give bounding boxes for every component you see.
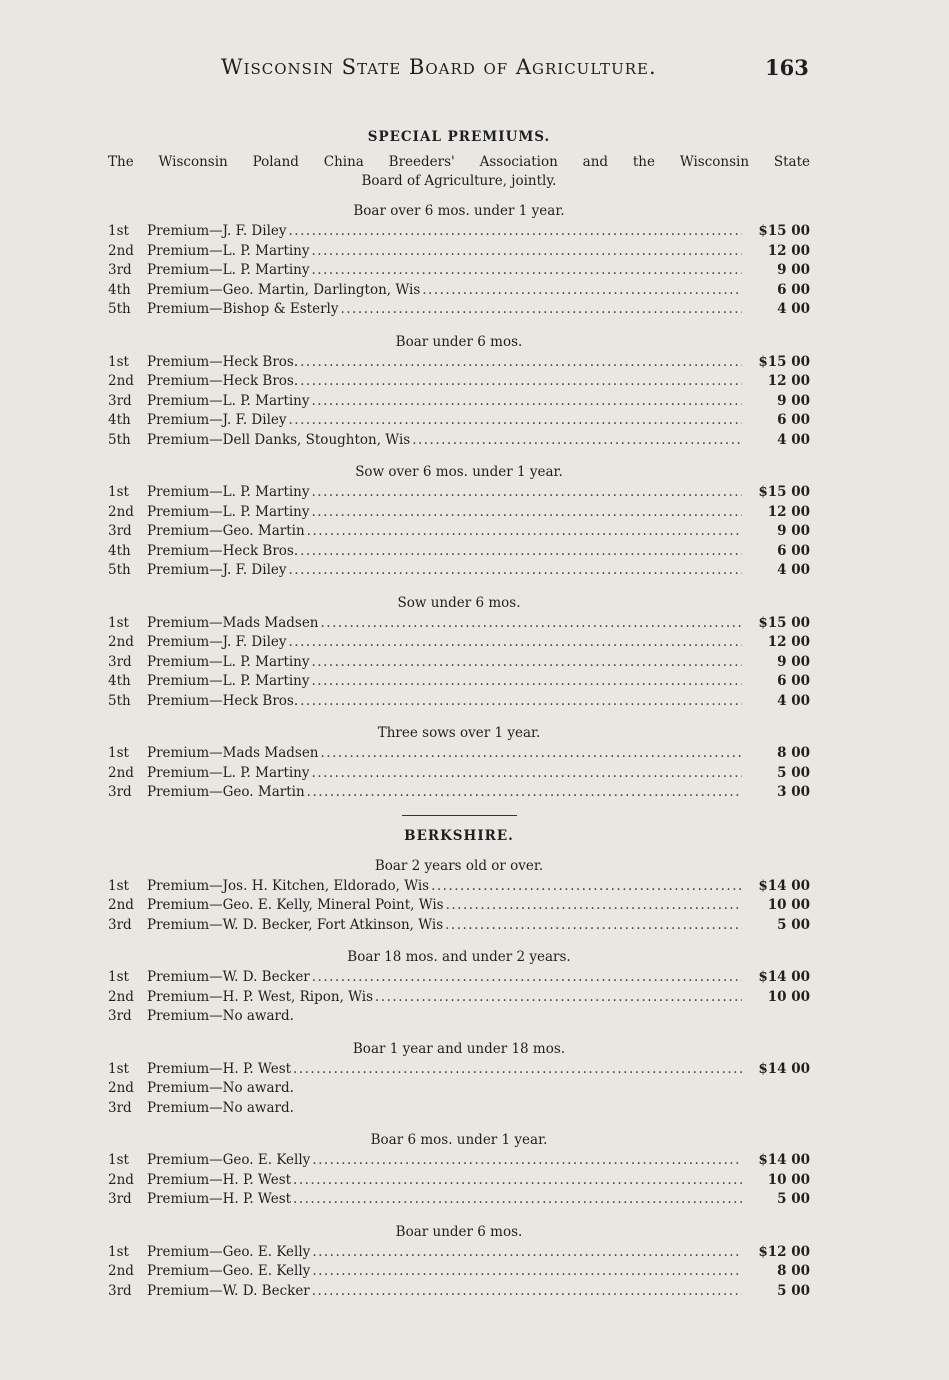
premium-entry bbox=[108, 692, 810, 712]
page-number: 163 bbox=[765, 55, 809, 80]
section-divider bbox=[402, 815, 517, 816]
premium-amount: 10 00 bbox=[767, 897, 810, 913]
class-title: Sow under 6 mos. bbox=[397, 594, 521, 611]
premium-entry bbox=[108, 896, 810, 916]
dot-leader bbox=[312, 1243, 742, 1263]
place-label: 4th bbox=[108, 412, 131, 428]
place-label: 3rd bbox=[108, 784, 132, 800]
premium-amount: 5 00 bbox=[777, 1282, 810, 1299]
premium-amount: 5 00 bbox=[777, 764, 810, 781]
winner-text: Premium—Geo. E. Kelly bbox=[147, 1152, 311, 1168]
dot-leader bbox=[293, 1060, 742, 1080]
dot-leader bbox=[293, 1190, 742, 1210]
premium-entry bbox=[108, 483, 810, 503]
premium-entry bbox=[108, 542, 810, 562]
place-label: 1st bbox=[108, 353, 129, 370]
intro-line: Board of Agriculture, jointly. bbox=[361, 173, 557, 189]
premium-entry bbox=[108, 653, 810, 673]
premium-entry bbox=[108, 783, 810, 803]
winner-text: Premium—Jos. H. Kitchen, Eldorado, Wis bbox=[147, 877, 430, 894]
premium-entry bbox=[108, 1060, 810, 1080]
premium-entry bbox=[108, 764, 810, 784]
premium-amount: $12 00 bbox=[758, 1243, 810, 1260]
premium-entry bbox=[108, 1243, 810, 1263]
winner-text: Premium—Heck Bros. bbox=[147, 373, 299, 389]
premium-entry bbox=[108, 1171, 810, 1191]
dot-leader bbox=[307, 783, 742, 803]
winner-text: Premium—L. P. Martiny bbox=[147, 653, 310, 670]
premium-group bbox=[108, 856, 810, 936]
place-label: 2nd bbox=[108, 1080, 134, 1096]
place-label: 4th bbox=[108, 673, 131, 689]
premium-amount: $14 00 bbox=[758, 969, 810, 985]
place-label: 2nd bbox=[108, 1171, 134, 1188]
premium-group bbox=[108, 462, 810, 581]
premium-entry bbox=[108, 561, 810, 581]
dot-leader bbox=[300, 353, 742, 373]
dot-leader bbox=[289, 411, 742, 431]
premium-entry bbox=[108, 614, 810, 634]
premium-entry bbox=[108, 300, 810, 320]
winner-text: Premium—Dell Danks, Stoughton, Wis bbox=[147, 431, 411, 448]
premium-amount: $14 00 bbox=[758, 1060, 810, 1077]
premium-amount: 4 00 bbox=[777, 431, 810, 448]
dot-leader bbox=[300, 692, 742, 712]
class-title: Sow over 6 mos. under 1 year. bbox=[355, 464, 563, 480]
winner-text: Premium—L. P. Martiny bbox=[147, 673, 310, 689]
special-premiums-title: SPECIAL PREMIUMS. bbox=[367, 129, 551, 145]
dot-leader bbox=[312, 764, 742, 784]
place-label: 3rd bbox=[108, 916, 132, 933]
winner-text: Premium—Geo. E. Kelly bbox=[147, 1243, 311, 1260]
place-label: 3rd bbox=[108, 262, 132, 278]
winner-text: Premium—L. P. Martiny bbox=[147, 392, 310, 409]
premium-amount: 9 00 bbox=[777, 392, 810, 409]
class-title: Boar over 6 mos. under 1 year. bbox=[353, 203, 565, 219]
running-title: Wisconsin State Board of Agriculture. bbox=[221, 55, 657, 79]
winner-text: Premium—Heck Bros. bbox=[147, 692, 299, 709]
winner-text: Premium—J. F. Diley bbox=[147, 634, 287, 650]
premium-amount: 8 00 bbox=[777, 1263, 810, 1279]
premium-amount: 4 00 bbox=[777, 301, 810, 317]
premium-entry bbox=[108, 1190, 810, 1210]
class-title: Boar 1 year and under 18 mos. bbox=[352, 1040, 566, 1057]
place-label: 5th bbox=[108, 562, 131, 578]
winner-text: Premium—L. P. Martiny bbox=[147, 764, 310, 781]
dot-leader bbox=[289, 633, 742, 653]
winner-text: Premium—No award. bbox=[147, 1080, 294, 1096]
premium-entry bbox=[108, 372, 810, 392]
class-title: Boar under 6 mos. bbox=[395, 1223, 523, 1240]
premium-entry bbox=[108, 968, 810, 988]
place-label: 3rd bbox=[108, 1191, 132, 1207]
place-label: 2nd bbox=[108, 373, 134, 389]
premium-amount: 9 00 bbox=[777, 523, 810, 539]
premium-entry bbox=[108, 672, 810, 692]
place-label: 1st bbox=[108, 223, 129, 239]
dot-leader bbox=[340, 300, 742, 320]
winner-text: Premium—J. F. Diley bbox=[147, 223, 287, 239]
premium-amount: $15 00 bbox=[758, 484, 810, 500]
dot-leader bbox=[321, 744, 743, 764]
dot-leader bbox=[312, 1282, 742, 1302]
place-label: 5th bbox=[108, 431, 131, 448]
premium-entry bbox=[108, 281, 810, 301]
place-label: 2nd bbox=[108, 503, 134, 520]
winner-text: Premium—L. P. Martiny bbox=[147, 484, 310, 500]
place-label: 1st bbox=[108, 484, 129, 500]
dot-leader bbox=[307, 522, 742, 542]
special-premium-groups bbox=[108, 201, 810, 803]
premium-amount: 6 00 bbox=[777, 281, 810, 298]
premium-amount: 12 00 bbox=[767, 242, 810, 259]
dot-leader bbox=[312, 261, 742, 281]
winner-text: Premium—H. P. West bbox=[147, 1171, 292, 1188]
intro-line: The Wisconsin Poland China Breeders' Association and the Wisconsin State bbox=[108, 154, 810, 170]
winner-text: Premium—Geo. E. Kelly, Mineral Point, Wis bbox=[147, 897, 444, 913]
place-label: 1st bbox=[108, 1060, 129, 1077]
premium-entry bbox=[108, 744, 810, 764]
berkshire-premium-groups bbox=[108, 856, 810, 1302]
premium-amount: 3 00 bbox=[777, 784, 810, 800]
winner-text: Premium—No award. bbox=[147, 1099, 294, 1116]
winner-text: Premium—Geo. Martin, Darlington, Wis bbox=[147, 281, 421, 298]
premium-group bbox=[108, 1222, 810, 1302]
place-label: 1st bbox=[108, 745, 129, 761]
dot-leader bbox=[312, 968, 742, 988]
place-label: 3rd bbox=[108, 1282, 132, 1299]
premium-entry bbox=[108, 1282, 810, 1302]
dot-leader bbox=[312, 483, 742, 503]
dot-leader bbox=[445, 916, 742, 936]
premium-amount: 8 00 bbox=[777, 745, 810, 761]
place-label: 5th bbox=[108, 301, 131, 317]
place-label: 3rd bbox=[108, 1099, 132, 1116]
premium-entry bbox=[108, 1151, 810, 1171]
premium-entry bbox=[108, 633, 810, 653]
class-title: Three sows over 1 year. bbox=[377, 725, 541, 741]
berkshire-title: BERKSHIRE. bbox=[404, 827, 514, 844]
winner-text: Premium—Geo. E. Kelly bbox=[147, 1263, 311, 1279]
premium-amount: 4 00 bbox=[777, 692, 810, 709]
dot-leader bbox=[312, 503, 742, 523]
premium-entry bbox=[108, 877, 810, 897]
dot-leader bbox=[289, 561, 742, 581]
dot-leader bbox=[422, 281, 742, 301]
premium-amount: $14 00 bbox=[758, 1152, 810, 1168]
place-label: 2nd bbox=[108, 1263, 134, 1279]
premium-entry bbox=[108, 392, 810, 412]
premium-amount: 6 00 bbox=[777, 412, 810, 428]
premium-entry bbox=[108, 242, 810, 262]
dot-leader bbox=[321, 614, 743, 634]
premium-amount: 12 00 bbox=[767, 503, 810, 520]
premium-amount: 9 00 bbox=[777, 262, 810, 278]
premium-entry bbox=[108, 1007, 810, 1027]
winner-text: Premium—W. D. Becker, Fort Atkinson, Wis bbox=[147, 916, 444, 933]
winner-text: Premium—L. P. Martiny bbox=[147, 262, 310, 278]
page-header bbox=[0, 55, 949, 85]
premium-amount: 9 00 bbox=[777, 653, 810, 670]
place-label: 1st bbox=[108, 877, 129, 894]
winner-text: Premium—W. D. Becker bbox=[147, 969, 310, 985]
winner-text: Premium—Geo. Martin bbox=[147, 784, 305, 800]
winner-text: Premium—Bishop & Esterly bbox=[147, 301, 339, 317]
dot-leader bbox=[312, 392, 742, 412]
premium-amount: 4 00 bbox=[777, 562, 810, 578]
premium-group bbox=[108, 947, 810, 1027]
winner-text: Premium—H. P. West bbox=[147, 1191, 292, 1207]
class-title: Boar under 6 mos. bbox=[395, 333, 523, 350]
dot-leader bbox=[312, 1262, 742, 1282]
premium-group bbox=[108, 332, 810, 451]
premium-amount: 6 00 bbox=[777, 542, 810, 559]
dot-leader bbox=[312, 1151, 742, 1171]
premium-entry bbox=[108, 431, 810, 451]
page-content bbox=[108, 127, 810, 1313]
premium-entry bbox=[108, 503, 810, 523]
premium-amount: 10 00 bbox=[767, 1171, 810, 1188]
premium-amount: 5 00 bbox=[777, 1191, 810, 1207]
premium-entry bbox=[108, 522, 810, 542]
premium-entry bbox=[108, 261, 810, 281]
premium-group bbox=[108, 201, 810, 320]
winner-text: Premium—L. P. Martiny bbox=[147, 503, 310, 520]
dot-leader bbox=[375, 988, 742, 1008]
class-title: Boar 18 mos. and under 2 years. bbox=[347, 949, 571, 965]
dot-leader bbox=[312, 653, 742, 673]
winner-text: Premium—Heck Bros. bbox=[147, 353, 299, 370]
dot-leader bbox=[312, 242, 742, 262]
dot-leader bbox=[412, 431, 742, 451]
premium-entry bbox=[108, 222, 810, 242]
dot-leader bbox=[312, 672, 742, 692]
premium-group bbox=[108, 723, 810, 803]
premium-group bbox=[108, 593, 810, 712]
winner-text: Premium—Mads Madsen bbox=[147, 614, 319, 631]
winner-text: Premium—Mads Madsen bbox=[147, 745, 319, 761]
dot-leader bbox=[300, 542, 742, 562]
dot-leader bbox=[300, 372, 742, 392]
place-label: 3rd bbox=[108, 392, 132, 409]
premium-entry bbox=[108, 1099, 810, 1119]
place-label: 1st bbox=[108, 1243, 129, 1260]
place-label: 2nd bbox=[108, 764, 134, 781]
place-label: 5th bbox=[108, 692, 131, 709]
dot-leader bbox=[446, 896, 742, 916]
winner-text: Premium—J. F. Diley bbox=[147, 562, 287, 578]
place-label: 3rd bbox=[108, 653, 132, 670]
premium-group bbox=[108, 1130, 810, 1210]
place-label: 2nd bbox=[108, 988, 134, 1005]
premium-entry bbox=[108, 411, 810, 431]
place-label: 2nd bbox=[108, 242, 134, 259]
special-intro bbox=[108, 153, 810, 191]
winner-text: Premium—H. P. West bbox=[147, 1060, 292, 1077]
premium-amount: 6 00 bbox=[777, 673, 810, 689]
premium-amount: $15 00 bbox=[758, 614, 810, 631]
premium-entry bbox=[108, 988, 810, 1008]
premium-entry bbox=[108, 353, 810, 373]
premium-amount: $15 00 bbox=[758, 353, 810, 370]
winner-text: Premium—W. D. Becker bbox=[147, 1282, 310, 1299]
premium-amount: 5 00 bbox=[777, 916, 810, 933]
premium-entry bbox=[108, 1262, 810, 1282]
winner-text: Premium—Geo. Martin bbox=[147, 523, 305, 539]
place-label: 3rd bbox=[108, 1008, 132, 1024]
premium-amount: 12 00 bbox=[767, 634, 810, 650]
premium-entry bbox=[108, 916, 810, 936]
place-label: 2nd bbox=[108, 897, 134, 913]
place-label: 4th bbox=[108, 281, 131, 298]
place-label: 1st bbox=[108, 1152, 129, 1168]
premium-entry bbox=[108, 1079, 810, 1099]
premium-group bbox=[108, 1039, 810, 1119]
winner-text: Premium—L. P. Martiny bbox=[147, 242, 310, 259]
premium-amount: 10 00 bbox=[767, 988, 810, 1005]
premium-amount: $14 00 bbox=[758, 877, 810, 894]
dot-leader bbox=[431, 877, 742, 897]
place-label: 2nd bbox=[108, 634, 134, 650]
winner-text: Premium—Heck Bros. bbox=[147, 542, 299, 559]
winner-text: Premium—H. P. West, Ripon, Wis bbox=[147, 988, 374, 1005]
class-title: Boar 2 years old or over. bbox=[374, 857, 544, 874]
place-label: 1st bbox=[108, 969, 129, 985]
place-label: 4th bbox=[108, 542, 131, 559]
dot-leader bbox=[293, 1171, 742, 1191]
class-title: Boar 6 mos. under 1 year. bbox=[370, 1132, 548, 1148]
place-label: 3rd bbox=[108, 523, 132, 539]
premium-amount: $15 00 bbox=[758, 223, 810, 239]
winner-text: Premium—No award. bbox=[147, 1008, 294, 1024]
winner-text: Premium—J. F. Diley bbox=[147, 412, 287, 428]
place-label: 1st bbox=[108, 614, 129, 631]
premium-amount: 12 00 bbox=[767, 373, 810, 389]
dot-leader bbox=[289, 222, 742, 242]
